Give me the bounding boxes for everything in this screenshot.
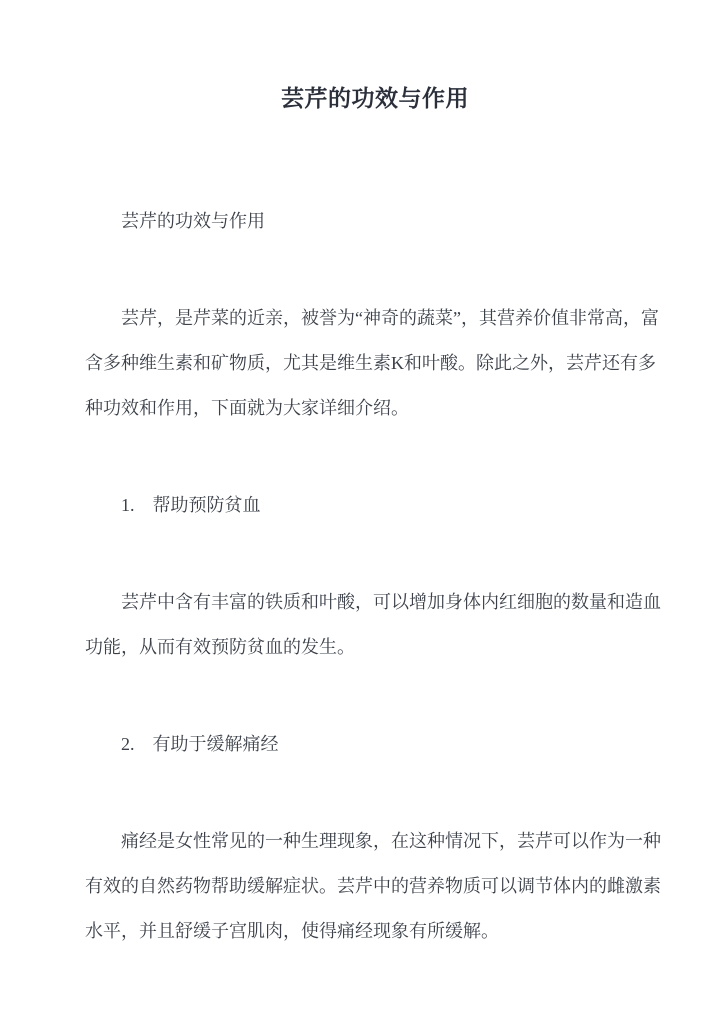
paragraph-subtitle: 芸芹的功效与作用 — [121, 211, 265, 231]
document-title: 芸芹的功效与作用 — [281, 86, 469, 111]
paragraph-intro: 芸芹，是芹菜的近亲，被誉为“神奇的蔬菜”，其营养价值非常高，富含多种维生素和矿物质，尤其是维生素K和叶酸。除此之外，芸芹还有多种功效和作用，下面就为大家详细介绍。 — [85, 308, 659, 418]
paragraph-section-2: 痛经是女性常见的一种生理现象，在这种情况下，芸芹可以作为一种有效的自然药物帮助缓解症状。芸芹中的营养物质可以调节体内的雌激素水平，并且舒缓子宫肌肉，使得痛经现象有所缓解。 — [85, 831, 661, 941]
section-heading-1: 1. 帮助预防贫血 — [121, 495, 261, 515]
paragraph-section-1: 芸芹中含有丰富的铁质和叶酸，可以增加身体内红细胞的数量和造血功能，从而有效预防贫血的发生。 — [85, 592, 661, 657]
section-heading-2: 2. 有助于缓解痛经 — [121, 734, 279, 754]
